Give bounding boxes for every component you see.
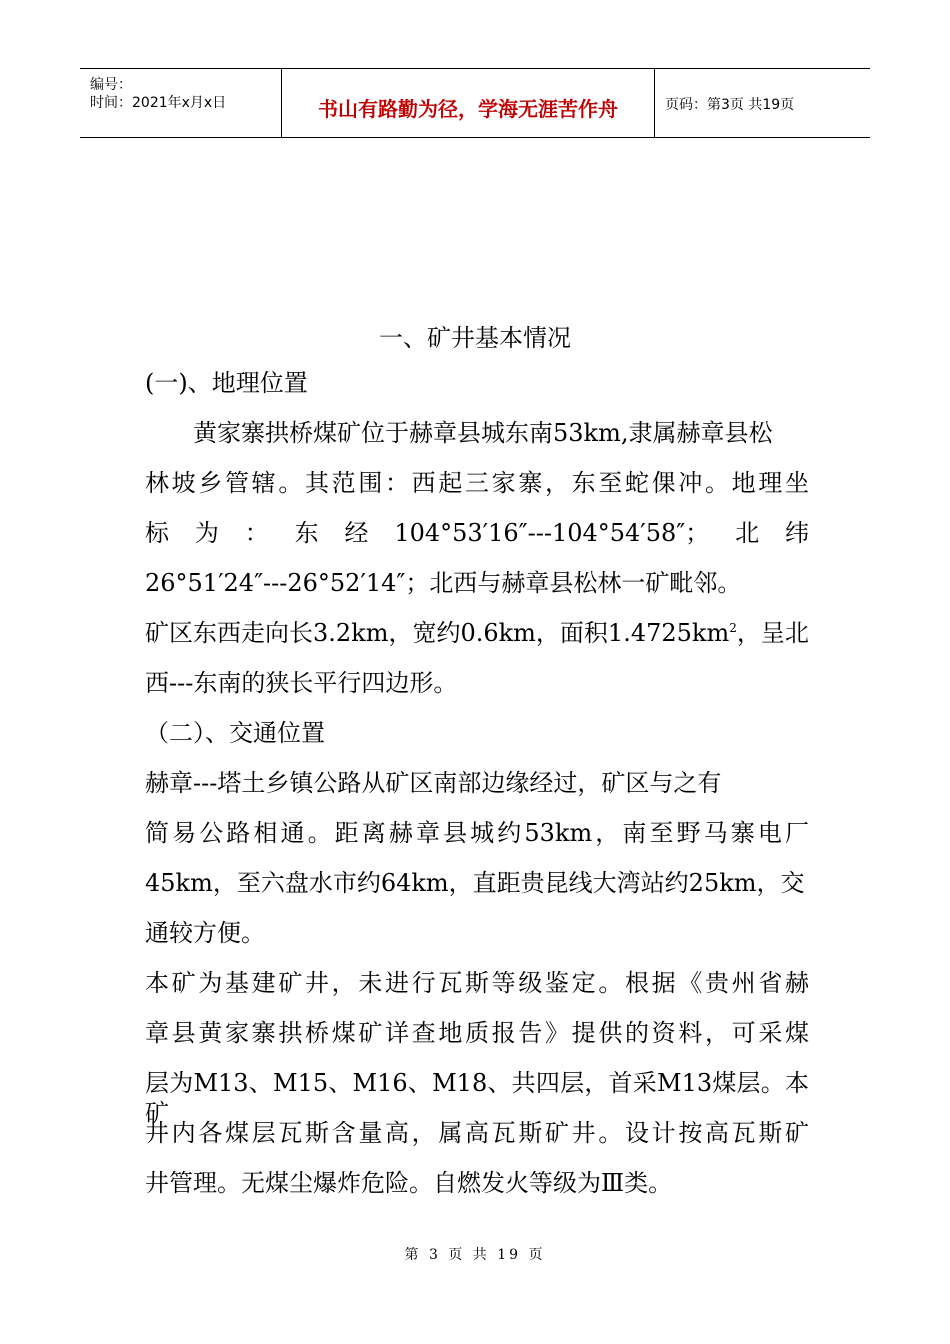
header-middle-cell — [282, 69, 655, 137]
paragraph-line: 黄家寨拱桥煤矿位于赫章县城东南53km,隶属赫章县松 — [193, 419, 773, 447]
section1-heading: (一)、地理位置 — [145, 369, 308, 397]
page-footer: 第 3 页 共 19 页 — [404, 1247, 546, 1263]
section2-heading: （二）、交通位置 — [145, 719, 325, 747]
header-page-info: 页码：第3页 共19页 — [665, 97, 795, 113]
area-text-tail: ，呈北 — [736, 619, 809, 647]
paragraph-line: 层为M13、M15、M16、M18、共四层，首采M13煤层。本矿 — [145, 1069, 809, 1127]
page-header — [80, 68, 870, 138]
paragraph-line: 章县黄家寨拱桥煤矿详查地质报告》提供的资料，可采煤 — [145, 1019, 809, 1047]
section-title: 一、矿井基本情况 — [379, 324, 571, 352]
header-time: 时间：2021年x月x日 — [90, 95, 227, 111]
header-left-cell — [80, 69, 282, 137]
paragraph-line: 西---东南的狭长平行四边形。 — [145, 669, 458, 697]
paragraph-line: 井内各煤层瓦斯含量高，属高瓦斯矿井。设计按高瓦斯矿 — [145, 1119, 809, 1147]
paragraph-line: 26°51′24″---26°52′14″；北西与赫章县松林一矿毗邻。 — [145, 569, 742, 597]
paragraph-line: 标为：东经104°53′16″---104°54′58″；北纬 — [145, 519, 809, 547]
paragraph-line: 井管理。无煤尘爆炸危险。自燃发火等级为Ⅲ类。 — [145, 1169, 673, 1197]
paragraph-line: 林坡乡管辖。其范围：西起三家寨，东至蛇倮冲。地理坐 — [145, 469, 809, 497]
paragraph-line-area — [145, 618, 809, 648]
header-right-cell — [655, 69, 870, 137]
superscript-two: 2 — [729, 621, 737, 635]
paragraph-line: 通较方便。 — [145, 919, 265, 947]
header-number: 编号： — [90, 77, 132, 93]
paragraph-line: 45km，至六盘水市约64km，直距贵昆线大湾站约25km，交 — [145, 869, 805, 897]
header-motto: 书山有路勤为径，学海无涯苦作舟 — [318, 97, 618, 121]
area-text: 矿区东西走向长3.2km，宽约0.6km，面积1.4725km — [145, 619, 730, 647]
paragraph-line: 本矿为基建矿井，未进行瓦斯等级鉴定。根据《贵州省赫 — [145, 969, 809, 997]
paragraph-line: 简易公路相通。距离赫章县城约53km，南至野马寨电厂 — [145, 819, 809, 847]
paragraph-line: 赫章---塔土乡镇公路从矿区南部边缘经过，矿区与之有 — [145, 769, 722, 797]
